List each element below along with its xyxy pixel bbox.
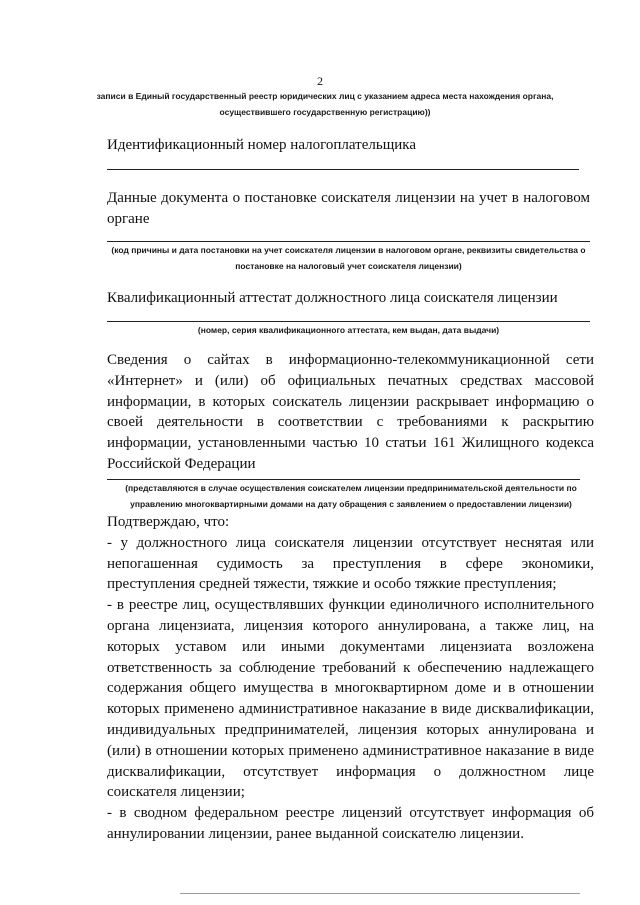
confirmation-item: - в реестре лиц, осуществлявших функции единоличного исполнительного органа лицензиата, лицензия которого аннулирована, а также лиц, на которых уставом или иными документами лицензиата возложена ответственность за соблюдение требований к обеспечению надлежащего содержания общего имущества в многоквартирном доме и в отношении которых применено административное наказание в виде дисквалификации, индивидуальных предпринимателей, лицензия которых аннулирована и (или) в отношении которых применено административное наказание в виде дисквалификации, отсутствует информация о должностном лице соискателя лицензии; — [107, 597, 594, 801]
tax-caption: (код причины и дата постановки на учет соискателя лицензии в налоговом органе, реквизиты свидетельства о постановке на налоговый учет соискателя лицензии) — [111, 245, 586, 271]
inn-label: Идентификационный номер налогоплательщика — [107, 137, 417, 153]
footer-divider — [180, 893, 580, 894]
cert-label: Квалификационный аттестат должностного лица соискателя лицензии — [107, 290, 558, 306]
sites-label: Сведения о сайтах в информационно-телекоммуникационной сети «Интернет» и (или) об официальных печатных средствах массовой информации, в которых соискатель лицензии раскрывает информацию о своей деятельности в соответствии с требованиями к раскрытию информации, установленными частью 10 статьи 161 Жилищного кодекса Российской Федерации — [107, 352, 594, 472]
cert-caption: (номер, серия квалификационного аттестата, кем выдан, дата выдачи) — [197, 325, 500, 335]
page-number: 2 — [317, 74, 323, 88]
top-note: записи в Единый государственный реестр юридических лиц с указанием адреса места нахождения органа, осуществившего государственную регистрацию)) — [96, 91, 554, 117]
inn-input-line[interactable] — [107, 169, 579, 170]
tax-label: Данные документа о постановке соискателя лицензии на учет в налоговом органе — [107, 190, 590, 227]
confirmation-item: - в сводном федеральном реестре лицензий отсутствует информация об аннулировании лицензии, ранее выданной соискателю лицензии. — [107, 805, 594, 842]
sites-caption: (представляются в случае осуществления соискателем лицензии предпринимательской деятельности по управлению многоквартирными домами на дату обращения с заявлением о предоставлении лицензии) — [125, 483, 577, 509]
confirmation-heading: Подтверждаю, что: — [107, 514, 230, 530]
confirmation-block — [107, 512, 594, 845]
confirmation-item: - у должностного лица соискателя лицензии отсутствует неснятая или непогашенная судимость за преступления в сфере экономики, преступления средней тяжести, тяжкие и особо тяжкие преступления; — [107, 534, 594, 593]
